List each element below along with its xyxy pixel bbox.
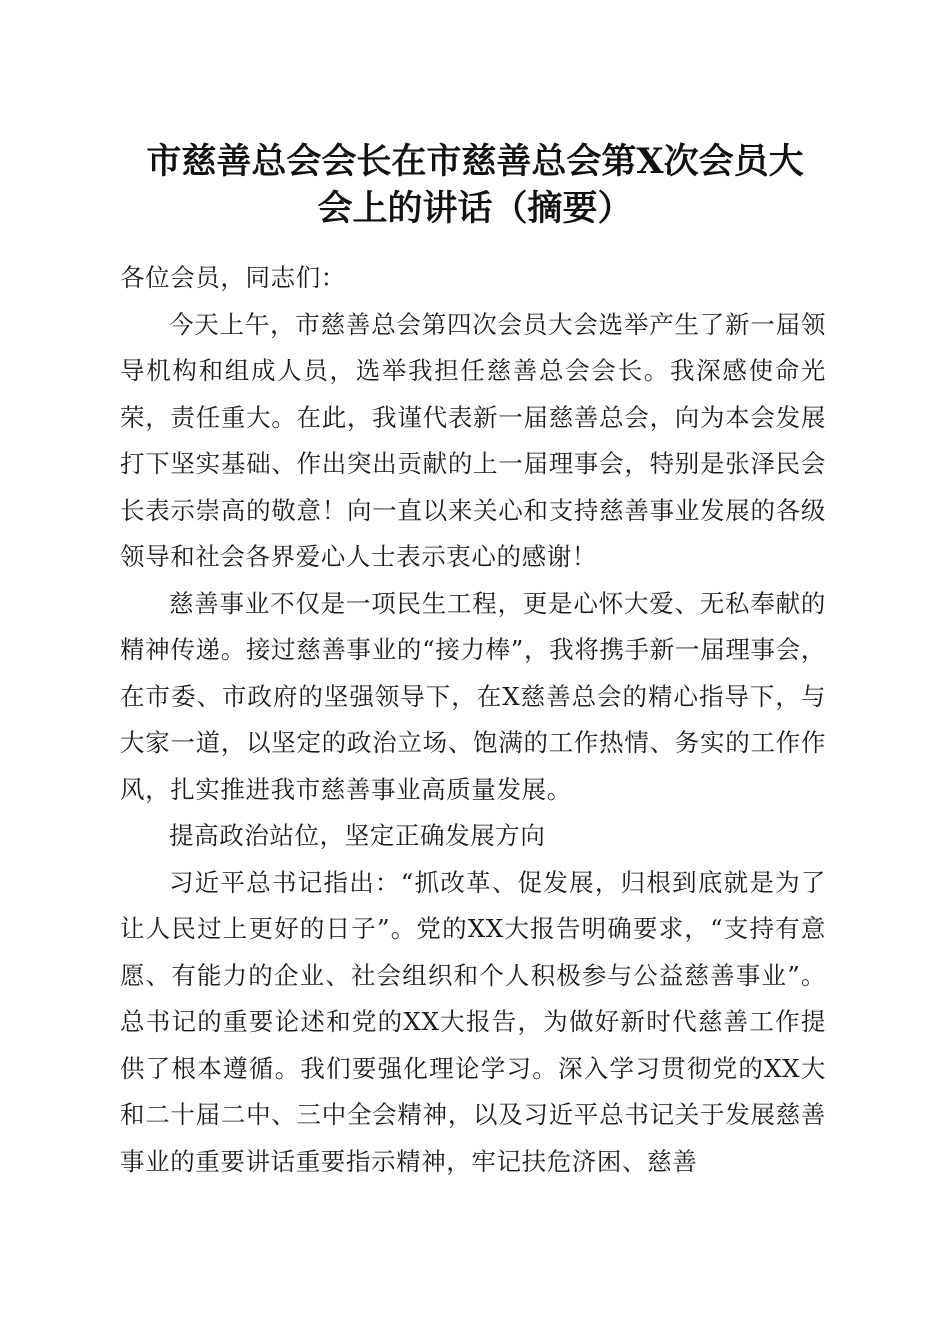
paragraph-1: 今天上午，市慈善总会第四次会员大会选举产生了新一届领导机构和组成人员，选举我担任慈善总会会长。我深感使命光荣，责任重大。在此，我谨代表新一届慈善总会，向为本会发展打下坚实基础、作出突出贡献的上一届理事会，特别是张泽民会长表示崇高的敬意！向一直以来关心和支持慈善事业发展的各级领导和社会各界爱心人士表示衷心的感谢！ — [120, 309, 826, 571]
document-body — [120, 255, 826, 1185]
document-title — [125, 138, 825, 232]
section-heading: 提高政治站位，坚定正确发展方向 — [169, 821, 546, 850]
greeting: 各位会员，同志们： — [120, 263, 346, 292]
title-line-2: 会上的讲话（摘要） — [317, 188, 633, 229]
paragraph-3: 习近平总书记指出：“抓改革、促发展，归根到底就是为了让人民过上更好的日子”。党的XX大报告明确要求，“支持有意愿、有能力的企业、社会组织和个人积极参与公益慈善事业”。总书记的重要论述和党的XX大报告，为做好新时代慈善工作提供了根本遵循。我们要强化理论学习。深入学习贯彻党的XX大和二十届二中、三中全会精神，以及习近平总书记关于发展慈善事业的重要讲话重要指示精神，牢记扶危济困、慈善 — [120, 867, 826, 1176]
paragraph-2: 慈善事业不仅是一项民生工程，更是心怀大爱、无私奉献的精神传递。接过慈善事业的“接力棒”，我将携手新一届理事会，在市委、市政府的坚强领导下，在X慈善总会的精心指导下，与大家一道，以坚定的政治立场、饱满的工作热情、务实的工作作风，扎实推进我市慈善事业高质量发展。 — [120, 588, 826, 804]
title-line-1: 市慈善总会会长在市慈善总会第X次会员大 — [146, 141, 804, 182]
